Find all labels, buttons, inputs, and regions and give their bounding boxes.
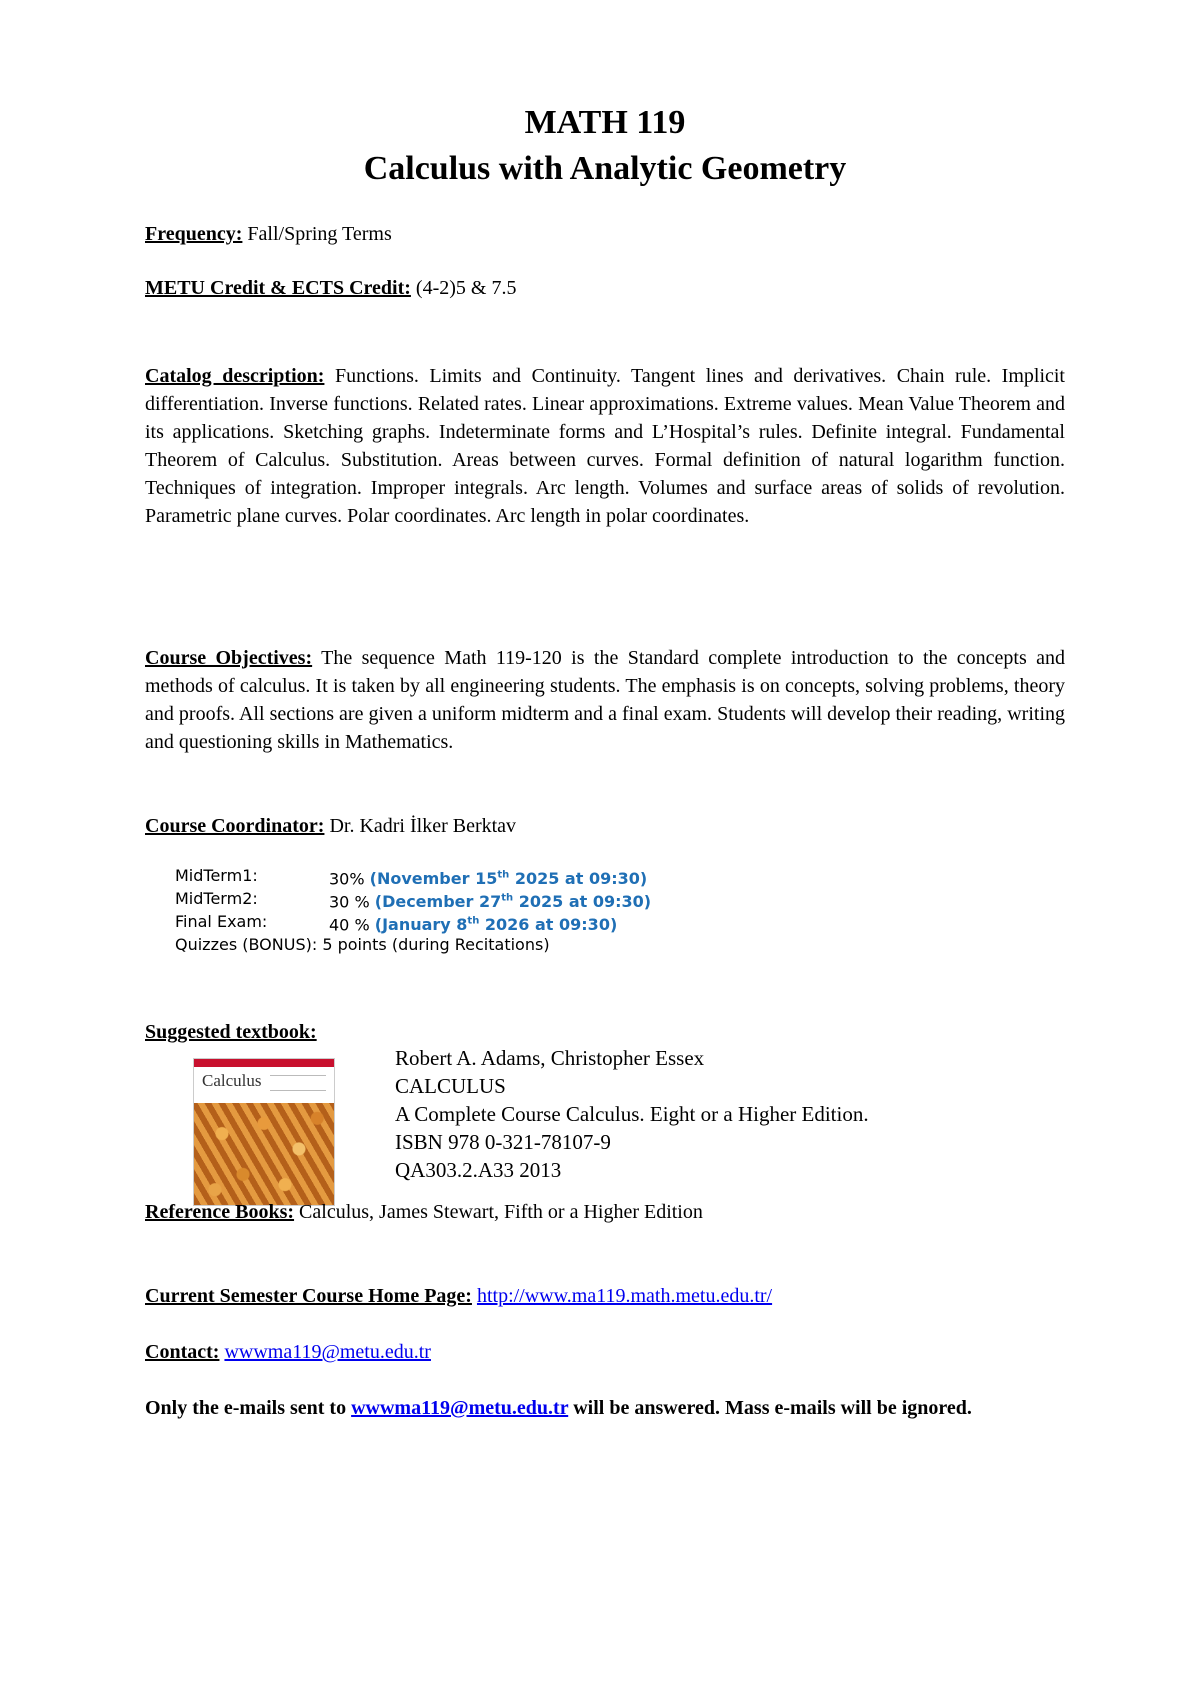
catalog-label: Catalog description: [145, 365, 325, 387]
credit-label: METU Credit & ECTS Credit: [145, 277, 411, 299]
course-objectives [145, 644, 1065, 756]
exam-date: (January 8th 2026 at 09:30) [374, 915, 618, 935]
coordinator-value: Dr. Kadri İlker Berktav [324, 815, 517, 837]
exam-weight: 30 % (December 27th 2025 at 09:30) [329, 892, 652, 912]
exam-date: (November 15th 2025 at 09:30) [369, 869, 648, 889]
textbook-isbn: ISBN 978 0-321-78107-9 [395, 1130, 611, 1154]
textbook-line [145, 1018, 1065, 1046]
homepage-label: Current Semester Course Home Page: [145, 1285, 472, 1307]
quizzes-row: Quizzes (BONUS): 5 points (during Recitations) [175, 935, 550, 954]
exam-schedule [175, 864, 652, 956]
cover-honeycomb-art [194, 1103, 334, 1205]
frequency-value: Fall/Spring Terms [242, 223, 392, 245]
exam-name: MidTerm2: [175, 889, 258, 908]
catalog-description [145, 362, 1065, 530]
objectives-text: The sequence Math 119-120 is the Standard complete introduction to the concepts and methods of calculus. It is taken by all engineering students. The emphasis is on concepts, solving problems, theory and proofs. All sections are given a uniform midterm and a final exam. Students will develop their reading, writing and questioning skills in Mathematics. [145, 647, 1066, 753]
exam-row [175, 864, 648, 889]
textbook-authors: Robert A. Adams, Christopher Essex [395, 1046, 705, 1070]
course-code: MATH 119 [524, 104, 686, 141]
exam-row [175, 910, 618, 935]
cover-authors [270, 1075, 326, 1091]
credit-value: (4-2)5 & 7.5 [410, 277, 517, 299]
credit-line [145, 274, 1065, 302]
catalog-text: Functions. Limits and Continuity. Tangent lines and derivatives. Chain rule. Implicit differentiation. Inverse functions. Related rates. Linear approximations. Extreme values. Mean Value Theorem and its applications. Sketching graphs. Indeterminate forms and L’Hospital’s rules. Definite integral. Fundamental Theorem of Calculus. Substitution. Areas between curves. Formal definition of natural logarithm function. Techniques of integration. Improper integrals. Arc length. Volumes and surface areas of solids of revolution. Parametric plane curves. Polar coordinates. Arc length in polar coordinates. [145, 365, 1065, 527]
reference-label: Reference Books: [145, 1201, 295, 1223]
reference-value: Calculus, James Stewart, Fifth or a Higher Edition [294, 1201, 703, 1223]
textbook-cover-image [193, 1058, 335, 1206]
notice-after: will be answered. Mass e-mails will be ignored. [568, 1397, 972, 1419]
homepage-line [145, 1282, 1065, 1310]
textbook-label: Suggested textbook: [145, 1021, 317, 1043]
textbook-subtitle: A Complete Course Calculus. Eight or a Higher Edition. [395, 1102, 869, 1126]
frequency-line [145, 220, 1065, 248]
frequency-label: Frequency: [145, 223, 243, 245]
reference-line [145, 1198, 1065, 1226]
objectives-label: Course Objectives: [145, 647, 313, 669]
exam-weight: 40 % (January 8th 2026 at 09:30) [329, 915, 618, 935]
textbook-callnumber: QA303.2.A33 2013 [395, 1158, 562, 1182]
textbook-details [395, 1044, 869, 1184]
course-name: Calculus with Analytic Geometry [363, 150, 847, 187]
exam-row [175, 887, 652, 912]
contact-email-link[interactable]: wwwma119@metu.edu.tr [224, 1341, 431, 1363]
email-notice [145, 1394, 1065, 1422]
exam-weight: 30% (November 15th 2025 at 09:30) [329, 869, 648, 889]
coordinator-line [145, 812, 1065, 840]
notice-email-link[interactable]: wwwma119@metu.edu.tr [351, 1397, 569, 1419]
contact-label: Contact: [145, 1341, 220, 1363]
coordinator-label: Course Coordinator: [145, 815, 325, 837]
cover-title: Calculus [202, 1071, 262, 1090]
exam-date: (December 27th 2025 at 09:30) [374, 892, 652, 912]
notice-before: Only the e-mails sent to [145, 1397, 352, 1419]
exam-name: Final Exam: [175, 912, 268, 931]
contact-line [145, 1338, 1065, 1366]
homepage-link[interactable]: http://www.ma119.math.metu.edu.tr/ [476, 1285, 773, 1307]
textbook-title: CALCULUS [395, 1074, 506, 1098]
exam-name: MidTerm1: [175, 866, 258, 885]
cover-stripe [194, 1059, 334, 1067]
